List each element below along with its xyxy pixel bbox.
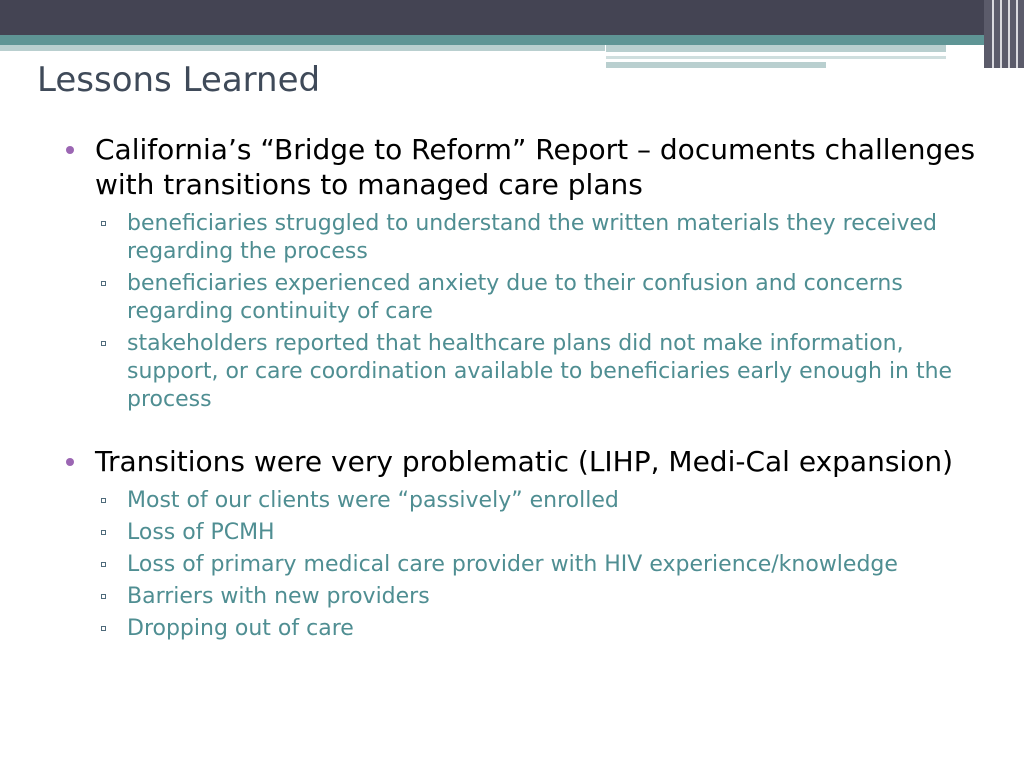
sub-bullet-text: Dropping out of care (127, 616, 354, 641)
header-right-line (992, 0, 994, 68)
sub-bullet-item (66, 210, 986, 266)
sub-bullet-item (66, 519, 986, 547)
square-bullet-icon (101, 341, 106, 346)
sub-bullet-text: Most of our clients were “passively” enrolled (127, 488, 619, 513)
square-bullet-icon (101, 562, 106, 567)
sub-bullet-text: Loss of PCMH (127, 520, 275, 545)
sub-bullet-text: Barriers with new providers (127, 584, 430, 609)
sub-bullet-text: Loss of primary medical care provider with HIV experience/knowledge (127, 552, 898, 577)
slide-content (66, 132, 986, 647)
header-band-short (606, 62, 826, 68)
sub-bullet-text: beneficiaries experienced anxiety due to their confusion and concerns regarding continuity of care (127, 271, 903, 324)
square-bullet-icon (101, 221, 106, 226)
bullet-dot-icon (66, 146, 74, 154)
header-right-line (1016, 0, 1018, 68)
square-bullet-icon (101, 594, 106, 599)
sub-bullet-item (66, 583, 986, 611)
header-band-teal (0, 35, 1024, 45)
spacer (66, 418, 986, 444)
header-band-light (0, 45, 605, 51)
header-right-line (1000, 0, 1002, 68)
header-right-block (984, 0, 1024, 68)
square-bullet-icon (101, 530, 106, 535)
header-band-thin (606, 56, 946, 59)
sub-bullet-list (66, 210, 986, 414)
sub-bullet-text: stakeholders reported that healthcare plans did not make information, support, or care coordination available to beneficiaries early enough in the process (127, 331, 953, 412)
square-bullet-icon (101, 626, 106, 631)
sub-bullet-item (66, 270, 986, 326)
header-right-line (1008, 0, 1010, 68)
sub-bullet-item (66, 330, 986, 414)
sub-bullet-text: beneficiaries struggled to understand the written materials they received regarding the process (127, 211, 937, 264)
slide-title: Lessons Learned (37, 60, 321, 100)
header-band-light-right (606, 45, 946, 52)
bullet-item (66, 132, 986, 202)
bullet-item (66, 444, 986, 479)
square-bullet-icon (101, 281, 106, 286)
bullet-text: Transitions were very problematic (LIHP, Medi-Cal expansion) (95, 445, 953, 478)
square-bullet-icon (101, 498, 106, 503)
bullet-dot-icon (66, 458, 74, 466)
sub-bullet-list (66, 487, 986, 643)
sub-bullet-item (66, 551, 986, 579)
sub-bullet-item (66, 615, 986, 643)
sub-bullet-item (66, 487, 986, 515)
bullet-text: California’s “Bridge to Reform” Report – documents challenges with transitions to managed care plans (95, 133, 976, 201)
header-band-dark (0, 0, 1024, 35)
